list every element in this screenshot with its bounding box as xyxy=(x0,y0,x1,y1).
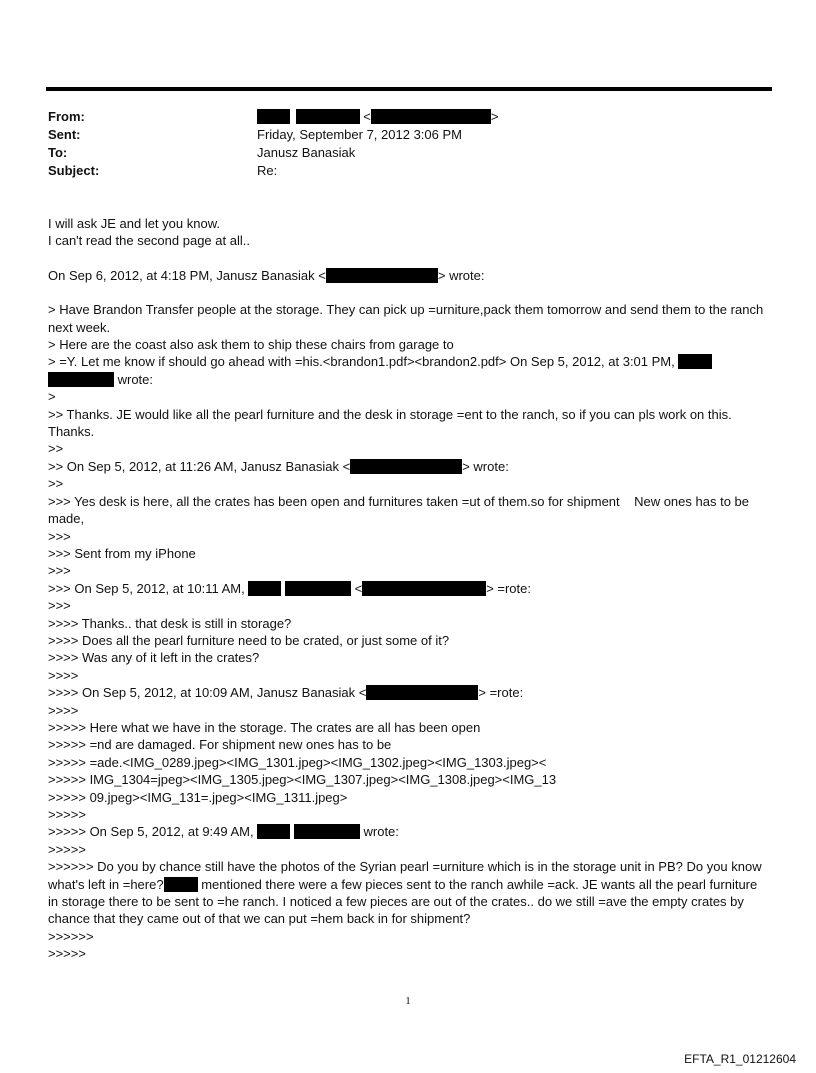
body-line: >>>>> IMG_1304=jpeg><IMG_1305.jpeg><IMG_1307.jpeg><IMG_1308.jpeg><IMG_13 xyxy=(48,772,557,788)
page-number: 1 xyxy=(405,995,411,1007)
body-line xyxy=(48,353,768,388)
redaction xyxy=(285,581,351,596)
body-line: >>> xyxy=(48,528,71,544)
body-line: >>>>> 09.jpeg><IMG_131=.jpeg><IMG_1311.jpeg> xyxy=(48,789,348,805)
redaction xyxy=(366,685,478,700)
from-label: From: xyxy=(48,109,85,124)
redaction xyxy=(362,581,486,596)
body-line: >>>>>> xyxy=(48,928,94,944)
body-text: > wrote: xyxy=(437,267,485,283)
body-line: >>>> Thanks.. that desk is still in storage? xyxy=(48,615,292,631)
redaction xyxy=(678,354,712,369)
to-value: Janusz Banasiak xyxy=(257,145,356,160)
from-value xyxy=(257,108,498,126)
sent-value: Friday, September 7, 2012 3:06 PM xyxy=(257,127,462,142)
body-line xyxy=(48,458,768,475)
body-text: > =rote: xyxy=(486,580,531,596)
body-line: >>>>> =nd are damaged. For shipment new ones has to be xyxy=(48,737,392,753)
body-line: >>>> xyxy=(48,702,79,718)
redaction xyxy=(326,268,438,283)
body-text: wrote: xyxy=(359,824,399,840)
body-line: >>>>> xyxy=(48,841,86,857)
body-line: >>>>> Here what we have in the storage. The crates are all has been open xyxy=(48,719,481,735)
body-text: > =rote: xyxy=(478,685,524,701)
body-text: >>>>> On Sep 5, 2012, at 9:49 AM, xyxy=(48,824,254,840)
subject-label: Subject: xyxy=(48,163,100,178)
email-body xyxy=(48,215,768,963)
sent-label: Sent: xyxy=(48,127,81,142)
body-line: >>> xyxy=(48,598,71,614)
body-text: < xyxy=(354,580,363,596)
body-line: > Have Brandon Transfer people at the storage. They can pick up =urniture,pack them tomorrow and send them to the ranch next week. xyxy=(48,302,767,335)
body-text: > =Y. Let me know if should go ahead with =his.<brandon1.pdf><brandon2.pdf> On Sep 5, 2012, at 3:01 PM, xyxy=(48,354,675,370)
redaction xyxy=(296,109,360,124)
body-text: wrote: xyxy=(114,371,154,387)
body-line: >> Thanks. JE would like all the pearl furniture and the desk in storage =ent to the ranch, so if you can pls work on this. Thanks. xyxy=(48,406,736,440)
redaction xyxy=(350,459,462,474)
body-line: >>> Yes desk is here, all the crates has been open and furnitures taken =ut of them.so for shipment New ones has to be made, xyxy=(48,493,753,527)
body-line xyxy=(48,684,768,701)
body-line: > Here are the coast also ask them to ship these chairs from garage to xyxy=(48,337,454,353)
body-line: > xyxy=(48,389,56,405)
body-line: I can't read the second page at all.. xyxy=(48,233,250,249)
body-line xyxy=(48,580,768,597)
body-line: >>>>> xyxy=(48,807,86,822)
to-label: To: xyxy=(48,145,68,160)
bates-stamp: EFTA_R1_01212604 xyxy=(684,1052,796,1066)
body-line: >>>>> =ade.<IMG_0289.jpeg><IMG_1301.jpeg><IMG_1302.jpeg><IMG_1303.jpeg>< xyxy=(48,754,547,770)
from-gt: > xyxy=(490,109,499,124)
redaction xyxy=(164,877,198,892)
redaction xyxy=(371,109,491,124)
body-text: >>>>>> Do you by chance still have the photos of the Syrian pearl =urniture which is in the storage unit in PB? Do you know what's left in =here? xyxy=(48,859,766,892)
body-line xyxy=(48,823,768,840)
body-line: >> xyxy=(48,476,64,492)
body-text: On Sep 6, 2012, at 4:18 PM, Janusz Banasiak < xyxy=(48,267,326,283)
subject-value: Re: xyxy=(257,163,278,178)
redaction xyxy=(48,372,114,387)
body-text: mentioned there were a few pieces sent to the ranch awhile =ack. JE wants all the pearl furniture in storage there to be sent to =he ranch. I noticed a few pieces are out of the crates.. do we still =ave the empty crates by chance that they came out of that we can put =hem back in for shipment? xyxy=(48,876,761,927)
body-line: >>>> Does all the pearl furniture need to be crated, or just some of it? xyxy=(48,632,450,648)
body-text: > wrote: xyxy=(462,458,509,474)
body-line: >>>> Was any of it left in the crates? xyxy=(48,650,260,666)
body-line xyxy=(48,267,768,284)
redaction xyxy=(248,581,281,596)
body-text: >>>> On Sep 5, 2012, at 10:09 AM, Janusz Banasiak < xyxy=(48,685,367,701)
body-line: >>>>> xyxy=(48,946,86,962)
body-line: I will ask JE and let you know. xyxy=(48,216,220,231)
body-text: >> On Sep 5, 2012, at 11:26 AM, Janusz Banasiak < xyxy=(48,458,351,474)
body-line: >>> xyxy=(48,563,71,579)
body-line: >> xyxy=(48,441,64,457)
body-line xyxy=(48,858,768,928)
redaction xyxy=(294,824,360,839)
redaction xyxy=(257,824,290,839)
from-lt: < xyxy=(363,109,371,124)
body-line: >>> Sent from my iPhone xyxy=(48,545,196,561)
header-rule xyxy=(46,87,772,91)
body-line: >>>> xyxy=(48,667,79,683)
redaction xyxy=(257,109,290,124)
body-text: >>> On Sep 5, 2012, at 10:11 AM, xyxy=(48,580,245,596)
